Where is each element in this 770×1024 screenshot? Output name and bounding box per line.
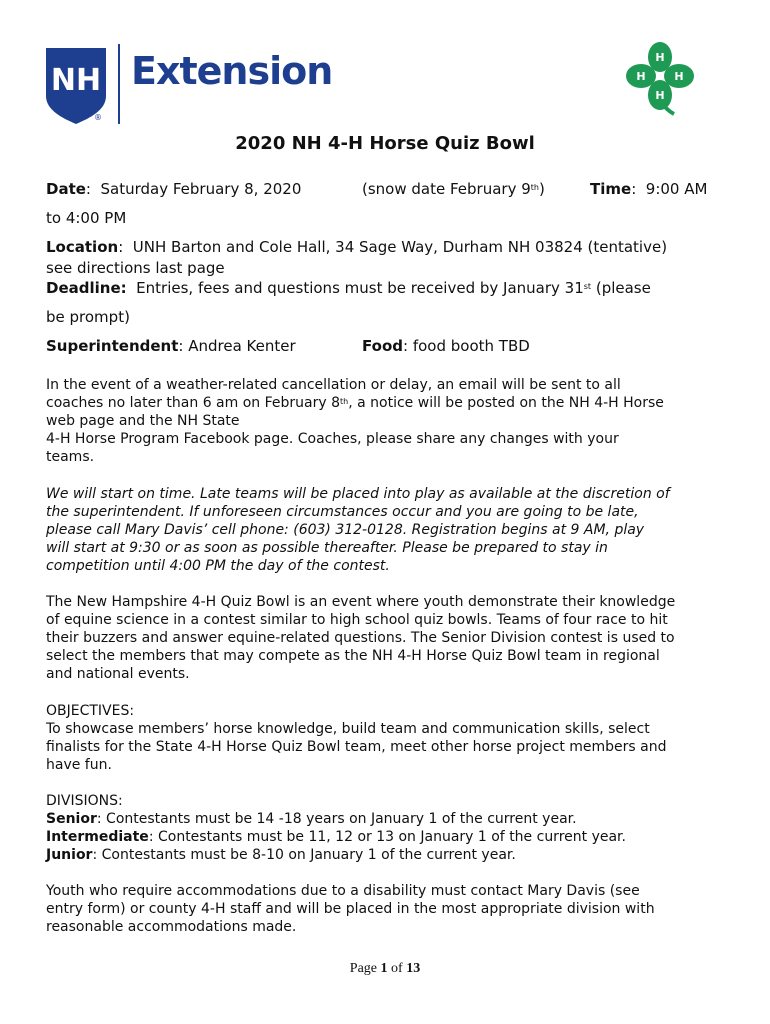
accommodations-paragraph bbox=[46, 882, 736, 936]
notice-line: the superintendent. If unforeseen circumstances occur and you are going to be late, bbox=[46, 504, 639, 520]
divisions-section bbox=[46, 792, 736, 864]
deadline-sup: st bbox=[583, 282, 592, 291]
time-value: 9:00 AM bbox=[645, 180, 708, 198]
division-intermediate: Intermediate: Contestants must be 11, 12 or 13 on January 1 of the current year. bbox=[46, 829, 626, 845]
superintendent-value: Andrea Kenter bbox=[188, 337, 296, 355]
notice-line: competition until 4:00 PM the day of the contest. bbox=[46, 558, 390, 574]
about-line: select the members that may compete as the NH 4-H Horse Quiz Bowl team in regional bbox=[46, 648, 660, 664]
about-line: The New Hampshire 4-H Quiz Bowl is an event where youth demonstrate their knowledge bbox=[46, 594, 676, 610]
date-value: Saturday February 8, 2020 bbox=[100, 180, 302, 198]
notice-line: will start at 9:30 or as soon as possible thereafter. Please be prepared to stay in bbox=[46, 540, 608, 556]
food-label: Food bbox=[362, 337, 403, 355]
location-line: Location: UNH Barton and Cole Hall, 34 Sage Way, Durham NH 03824 (tentative) bbox=[46, 238, 668, 256]
food-line: Food: food booth TBD bbox=[362, 337, 530, 355]
page-total: 13 bbox=[406, 961, 421, 976]
document-title: 2020 NH 4-H Horse Quiz Bowl bbox=[235, 133, 535, 154]
page-number bbox=[0, 961, 770, 977]
time-continued: to 4:00 PM bbox=[46, 209, 127, 227]
time-label: Time bbox=[590, 180, 632, 198]
page-of: of bbox=[391, 961, 403, 976]
deadline-after: (please bbox=[595, 279, 651, 297]
time-line: Time: 9:00 AM bbox=[590, 180, 708, 198]
weather-line: teams. bbox=[46, 449, 95, 465]
notice-line: please call Mary Davis’ cell phone: (603) 312-0128. Registration begins at 9 AM, play bbox=[46, 522, 645, 538]
division-senior: Senior: Contestants must be 14 -18 years on January 1 of the current year. bbox=[46, 811, 577, 827]
superintendent-line: Superintendent: Andrea Kenter bbox=[46, 337, 296, 355]
snow-date-text: (snow date February 9 bbox=[362, 180, 531, 198]
location-continued: see directions last page bbox=[46, 259, 225, 277]
weather-line: In the event of a weather-related cancellation or delay, an email will be sent to all bbox=[46, 377, 621, 393]
deadline-line bbox=[46, 278, 736, 298]
location-label: Location bbox=[46, 238, 119, 256]
clover-letter-left: H bbox=[636, 70, 646, 83]
weather-line: coaches no later than 6 am on February 8th, a notice will be posted on the NH 4-H Horse bbox=[46, 395, 664, 411]
about-line: of equine science in a contest similar to high school quiz bowls. Teams of four race to hit bbox=[46, 612, 668, 628]
location-value: UNH Barton and Cole Hall, 34 Sage Way, Durham NH 03824 (tentative) bbox=[132, 238, 668, 256]
start-time-notice bbox=[46, 485, 736, 575]
about-paragraph bbox=[46, 593, 736, 683]
logo-registered-mark: ® bbox=[94, 113, 102, 122]
snow-date bbox=[362, 179, 545, 199]
snow-date-sup: th bbox=[530, 183, 539, 192]
logo-letters: NH bbox=[50, 63, 102, 98]
notice-line: We will start on time. Late teams will be placed into play as available at the discretion of bbox=[46, 486, 670, 502]
deadline-value: Entries, fees and questions must be received by January 31 bbox=[136, 279, 584, 297]
logo-divider bbox=[118, 44, 120, 124]
food-value: food booth TBD bbox=[412, 337, 530, 355]
accommodations-line: entry form) or county 4-H staff and will be placed in the most appropriate division with bbox=[46, 901, 655, 917]
clover-letter-bottom: H bbox=[655, 89, 665, 102]
weather-line: 4-H Horse Program Facebook page. Coaches, please share any changes with your bbox=[46, 431, 619, 447]
objectives-line: have fun. bbox=[46, 757, 112, 773]
extension-logo-text: Extension bbox=[131, 49, 333, 93]
date-line: Date: Saturday February 8, 2020 bbox=[46, 180, 302, 198]
clover-letter-right: H bbox=[674, 70, 684, 83]
page-current: 1 bbox=[380, 961, 388, 976]
about-line: and national events. bbox=[46, 666, 190, 682]
objectives-line: To showcase members’ horse knowledge, build team and communication skills, select bbox=[46, 721, 650, 737]
about-line: their buzzers and answer equine-related questions. The Senior Division contest is used to bbox=[46, 630, 675, 646]
divisions-heading: DIVISIONS: bbox=[46, 793, 123, 809]
accommodations-line: reasonable accommodations made. bbox=[46, 919, 297, 935]
objectives-section bbox=[46, 702, 736, 774]
page-word: Page bbox=[349, 961, 378, 976]
weather-paragraph bbox=[46, 376, 736, 466]
deadline-continued: be prompt) bbox=[46, 308, 130, 326]
weather-line: web page and the NH State bbox=[46, 413, 240, 429]
division-junior: Junior: Contestants must be 8-10 on January 1 of the current year. bbox=[46, 847, 516, 863]
snow-date-close: ) bbox=[538, 180, 545, 198]
superintendent-label: Superintendent bbox=[46, 337, 179, 355]
clover-letter-top: H bbox=[655, 51, 665, 64]
accommodations-line: Youth who require accommodations due to a disability must contact Mary Davis (see bbox=[46, 883, 640, 899]
unh-shield-logo bbox=[44, 46, 108, 126]
4h-clover-logo bbox=[624, 40, 696, 116]
date-label: Date bbox=[46, 180, 86, 198]
objectives-heading: OBJECTIVES: bbox=[46, 703, 135, 719]
objectives-line: finalists for the State 4-H Horse Quiz Bowl team, meet other horse project members and bbox=[46, 739, 667, 755]
deadline-label: Deadline: bbox=[46, 279, 127, 297]
